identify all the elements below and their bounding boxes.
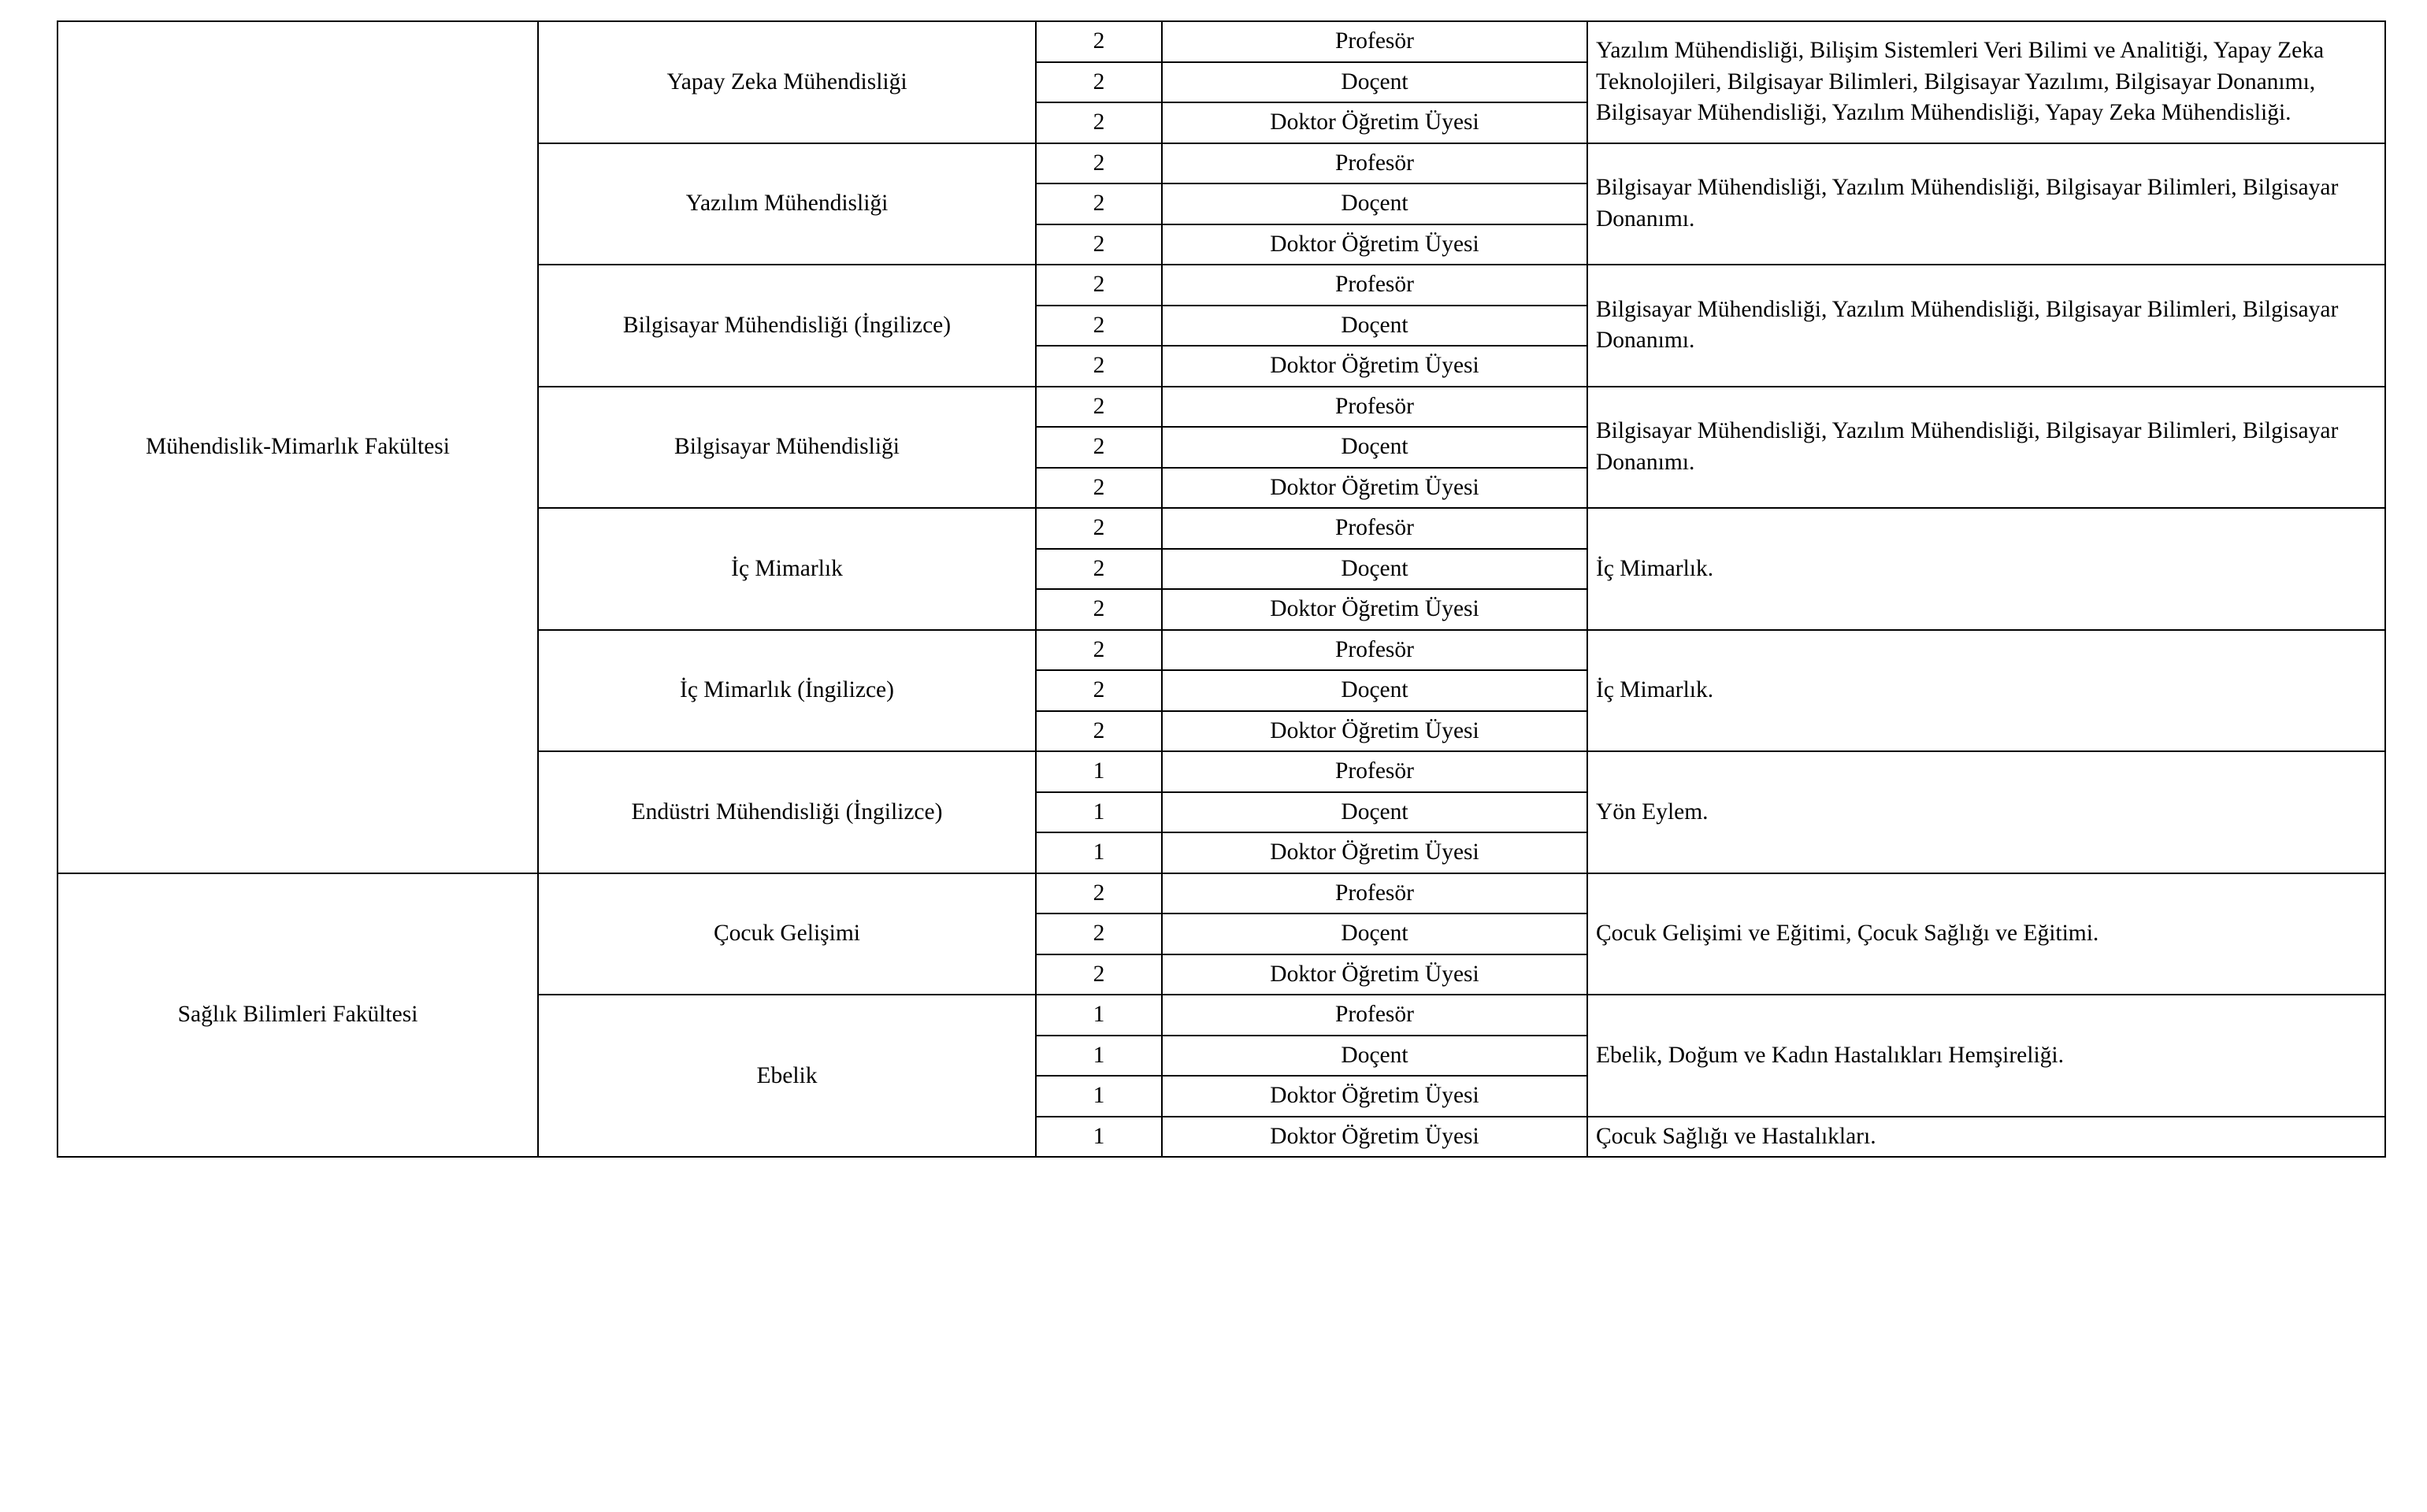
position-count-cell: 2: [1036, 387, 1162, 428]
description-cell: Bilgisayar Mühendisliği, Yazılım Mühendisliği, Bilgisayar Bilimleri, Bilgisayar Donanımı.: [1587, 143, 2385, 265]
position-count-cell: 2: [1036, 549, 1162, 590]
position-title-cell: Doçent: [1162, 183, 1587, 224]
position-count-cell: 2: [1036, 265, 1162, 306]
position-count-cell: 1: [1036, 1117, 1162, 1158]
position-count-cell: 2: [1036, 589, 1162, 630]
program-name-cell: Bilgisayar Mühendisliği (İngilizce): [538, 265, 1036, 387]
position-title-cell: Doçent: [1162, 792, 1587, 833]
description-cell: Bilgisayar Mühendisliği, Yazılım Mühendisliği, Bilgisayar Bilimleri, Bilgisayar Donanımı.: [1587, 387, 2385, 509]
position-title-cell: Doçent: [1162, 914, 1587, 954]
position-title-cell: Doktor Öğretim Üyesi: [1162, 102, 1587, 143]
position-title-cell: Profesör: [1162, 630, 1587, 671]
position-count-cell: 2: [1036, 954, 1162, 995]
program-name-cell: Çocuk Gelişimi: [538, 873, 1036, 995]
program-name-cell: Endüstri Mühendisliği (İngilizce): [538, 751, 1036, 873]
position-count-cell: 2: [1036, 346, 1162, 387]
position-title-cell: Doçent: [1162, 1036, 1587, 1077]
position-count-cell: 1: [1036, 832, 1162, 873]
program-name-cell: Yapay Zeka Mühendisliği: [538, 21, 1036, 143]
description-cell: Yön Eylem.: [1587, 751, 2385, 873]
faculty-name-cell: Mühendislik-Mimarlık Fakültesi: [58, 21, 538, 873]
position-count-cell: 2: [1036, 670, 1162, 711]
position-title-cell: Doktor Öğretim Üyesi: [1162, 954, 1587, 995]
program-name-cell: Ebelik: [538, 995, 1036, 1157]
program-name-cell: İç Mimarlık: [538, 508, 1036, 630]
position-count-cell: 2: [1036, 427, 1162, 468]
position-count-cell: 1: [1036, 751, 1162, 792]
position-title-cell: Doçent: [1162, 670, 1587, 711]
position-title-cell: Profesör: [1162, 751, 1587, 792]
description-cell: Bilgisayar Mühendisliği, Yazılım Mühendisliği, Bilgisayar Bilimleri, Bilgisayar Donanımı.: [1587, 265, 2385, 387]
position-title-cell: Doktor Öğretim Üyesi: [1162, 832, 1587, 873]
position-count-cell: 2: [1036, 306, 1162, 346]
position-title-cell: Profesör: [1162, 508, 1587, 549]
program-name-cell: Yazılım Mühendisliği: [538, 143, 1036, 265]
position-count-cell: 2: [1036, 62, 1162, 103]
table-row: [58, 873, 2385, 914]
position-count-cell: 2: [1036, 914, 1162, 954]
position-count-cell: 2: [1036, 21, 1162, 62]
position-count-cell: 1: [1036, 1076, 1162, 1117]
position-count-cell: 2: [1036, 711, 1162, 752]
position-count-cell: 2: [1036, 508, 1162, 549]
position-title-cell: Doktor Öğretim Üyesi: [1162, 1117, 1587, 1158]
description-cell: İç Mimarlık.: [1587, 508, 2385, 630]
position-title-cell: Doktor Öğretim Üyesi: [1162, 346, 1587, 387]
position-count-cell: 2: [1036, 224, 1162, 265]
position-title-cell: Doktor Öğretim Üyesi: [1162, 711, 1587, 752]
position-count-cell: 2: [1036, 468, 1162, 509]
position-count-cell: 2: [1036, 630, 1162, 671]
position-count-cell: 2: [1036, 102, 1162, 143]
staff-requirements-table: [57, 20, 2386, 1158]
position-count-cell: 1: [1036, 792, 1162, 833]
position-title-cell: Doktor Öğretim Üyesi: [1162, 468, 1587, 509]
position-title-cell: Profesör: [1162, 873, 1587, 914]
position-title-cell: Doçent: [1162, 427, 1587, 468]
position-title-cell: Profesör: [1162, 265, 1587, 306]
program-name-cell: İç Mimarlık (İngilizce): [538, 630, 1036, 752]
position-title-cell: Profesör: [1162, 143, 1587, 184]
position-count-cell: 2: [1036, 143, 1162, 184]
position-title-cell: Doçent: [1162, 306, 1587, 346]
description-cell: Ebelik, Doğum ve Kadın Hastalıkları Hemşireliği.: [1587, 995, 2385, 1117]
description-cell: Çocuk Sağlığı ve Hastalıkları.: [1587, 1117, 2385, 1158]
position-count-cell: 2: [1036, 873, 1162, 914]
position-title-cell: Doktor Öğretim Üyesi: [1162, 224, 1587, 265]
position-title-cell: Profesör: [1162, 21, 1587, 62]
position-title-cell: Profesör: [1162, 995, 1587, 1036]
position-title-cell: Doçent: [1162, 62, 1587, 103]
position-count-cell: 1: [1036, 1036, 1162, 1077]
position-count-cell: 1: [1036, 995, 1162, 1036]
table-row: [58, 21, 2385, 62]
position-title-cell: Doktor Öğretim Üyesi: [1162, 1076, 1587, 1117]
description-cell: İç Mimarlık.: [1587, 630, 2385, 752]
position-title-cell: Doktor Öğretim Üyesi: [1162, 589, 1587, 630]
position-title-cell: Doçent: [1162, 549, 1587, 590]
table-body: [58, 21, 2385, 1157]
description-cell: Çocuk Gelişimi ve Eğitimi, Çocuk Sağlığı ve Eğitimi.: [1587, 873, 2385, 995]
position-title-cell: Profesör: [1162, 387, 1587, 428]
program-name-cell: Bilgisayar Mühendisliği: [538, 387, 1036, 509]
faculty-name-cell: Sağlık Bilimleri Fakültesi: [58, 873, 538, 1158]
position-count-cell: 2: [1036, 183, 1162, 224]
description-cell: Yazılım Mühendisliği, Bilişim Sistemleri Veri Bilimi ve Analitiği, Yapay Zeka Teknolojileri, Bilgisayar Bilimleri, Bilgisayar Yazılımı, Bilgisayar Donanımı, Bilgisayar Mühendisliği, Yazılım Mühendisliği, Yapay Zeka Mühendisliği.: [1587, 21, 2385, 143]
